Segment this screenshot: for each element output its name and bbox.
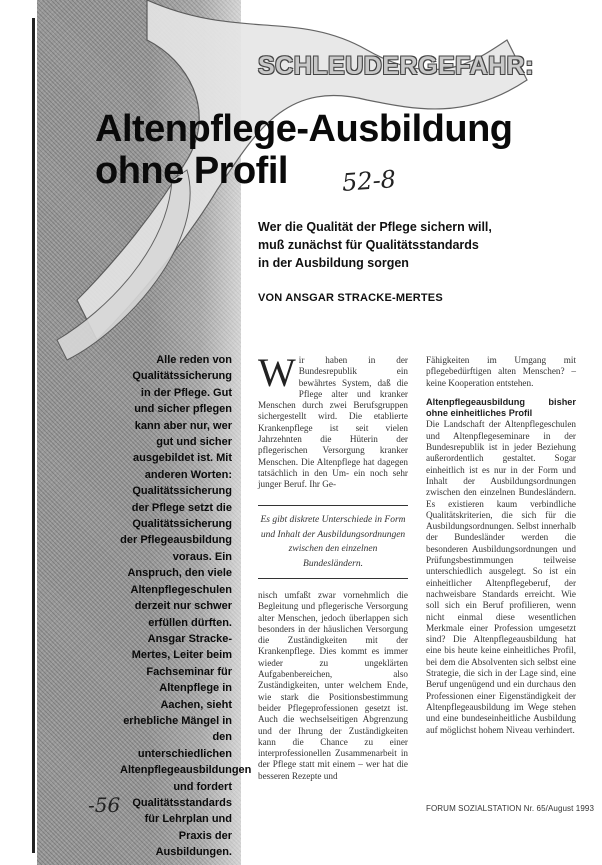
body-column-middle-top <box>258 350 408 491</box>
subtitle-line-2: muß zunächst für Qualitätsstandards <box>258 238 479 252</box>
headline-line-1: Altenpflege-Ausbildung <box>95 108 513 150</box>
article-headline <box>95 108 513 192</box>
body-text-right-top: Fähigkeiten im Umgang mit pflegebedürftigen alten Menschen? – keine Kooperation entstehen. <box>426 355 576 388</box>
body-text-right: Die Landschaft der Altenpflegeschulen und Altenpflegeseminare in der Bundesrepublik ist in jeder Beziehung außerordentlich gestaltet. Sogar einheitlich ist es nur in der Form und Inhalt der Ausbildungsordnungen zwischen den einzelnen Bundesländern. Es existieren kaum verbindliche Qualitätskriterien, die sich für die Ausbildungsordnungen. Selbst innerhalb der Bundesländer werden die besonderen Ausbildungsordnungen und Prüfungsbestimmungen teilweise unterschiedlich ausgelegt. So ist ein einheitlicher Altenpflegeberuf, der nachweisbare Standards erreicht. Wie soll sich ein Beruf profilieren, wenn nicht einmal diese wesentlichen Merkmale einer Profession umgesetzt sind? Die Altenpflegeausbildung hat eine bis heute keine einheitliches Profil, bei dem die Absolventen sich selbst eine Strategie, die sich in der Lage sind, eine Beruf ungenügend und ein durchaus den Professionen einer Eigenständigkeit der Altenpflegeausbildung im Wege stehen und eine bundeseinheitliche Ausbildung auf möglichst hohem Niveau verhindert. <box>426 419 576 735</box>
headline-line-2: ohne Profil <box>95 150 288 192</box>
subtitle-line-1: Wer die Qualität der Pflege sichern will, <box>258 220 492 234</box>
article-kicker: SCHLEUDERGEFAHR: <box>258 52 535 80</box>
body-text-intro: ir haben in der Bundesrepublik ein bewährtes System, daß die Pflege alter und kranker Menschen durch zwei Berufsgruppen sichergestellt wird. Die etablierte Krankenpflege ist seit vielen Jahrzehnten die Hüterin der pflegerischen Versorgung kranker Menschen. Die Altenpflege hat dagegen tatsächlich in den Um- ein noch sehr junger Beruf. Ihr Ge- <box>258 355 408 490</box>
section-subheading: Altenpflegeausbildung bisher ohne einheitliches Profil <box>426 396 576 419</box>
article-subtitle <box>258 218 518 272</box>
body-text-continued: nisch umfaßt zwar vornehmlich die Begleitung und pflegerische Versorgung alter Menschen, jedoch überlappen sich besonders in der häuslichen Versorgung die Zuständigkeiten mit der Krankenpflege. Dies kommt es immer wieder zu ungeklärten Aufgabenbereichen, also Zuständigkeiten, unter welchem Ende, wie stark die Positionsbestimmung beider Pflegeprofessionen gesetzt ist. Auch die wechselseitigen Abgrenzung und der Ihrung der Zuständigkeiten kann die Chance zu einer interprofessionellen Zusammenarbeit in der Pflege statt mit einem – wer hat die besseren Rezepte und <box>258 590 408 781</box>
page-edge <box>32 18 35 853</box>
author-byline: VON ANSGAR STRACKE-MERTES <box>258 292 443 304</box>
pull-quote: Es gibt diskrete Unterschiede in Form und Inhalt der Ausbildungsordnungen zwischen den einzelnen Bundesländern. <box>258 505 408 579</box>
drop-cap: W <box>258 350 296 395</box>
body-column-right <box>426 355 576 736</box>
page-number: -56 <box>88 793 121 817</box>
subtitle-line-3: in der Ausbildung sorgen <box>258 256 409 270</box>
lead-paragraph: Alle reden von Qualitätssicherung in der Pflege. Gut und sicher pflegen kann aber nur, wer gut und sicher ausgebildet ist. Mit anderen Worten: Qualitätssicherung der Pflege setzt die Qualitätssicherung der Pflegeausbildung voraus. Ein Anspruch, den viele Altenpflegeschulen derzeit nur schwer erfüllen dürften. Ansgar Stracke-Mertes, Leiter beim Fachseminar für Altenpflege in Aachen, sieht erhebliche Mängel in den unterschiedlichen Altenpflegeausbildungen und fordert Qualitätsstandards für Lehrplan und Praxis der Ausbildungen. <box>120 354 252 859</box>
handwritten-annotation: 52-8 <box>341 165 397 197</box>
publication-footer: FORUM SOZIALSTATION Nr. 65/August 1993 <box>426 804 594 813</box>
body-column-middle-bottom <box>258 590 408 782</box>
